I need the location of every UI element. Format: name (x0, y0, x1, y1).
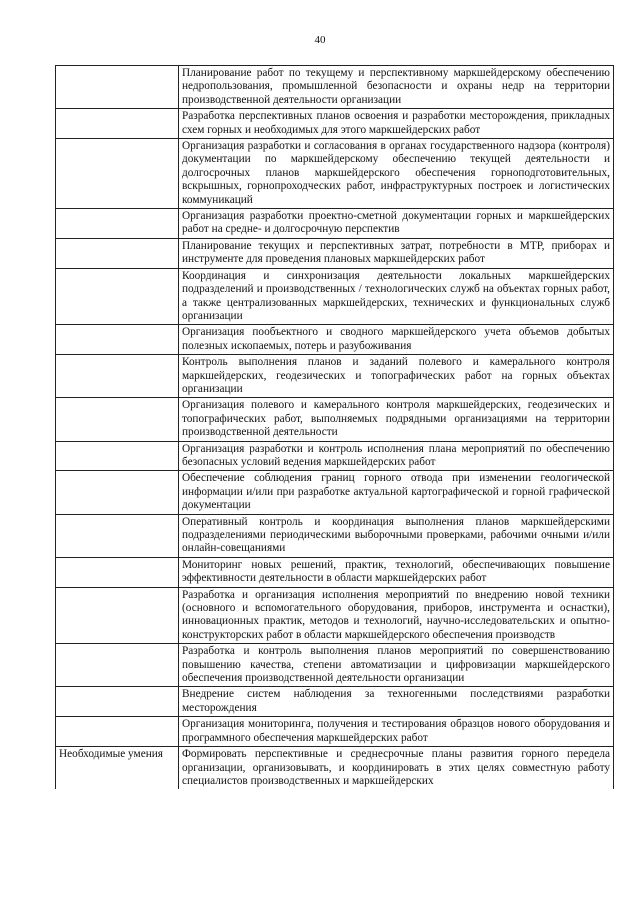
labor-action-cell: Координация и синхронизация деятельности локальных маркшейдерских подразделений и производственных / технологических служб на объектах горных работ, а также централизованных маркшейдерских, технических и функциональных служб организации (179, 268, 614, 325)
table-row-skills (56, 747, 614, 790)
label-cell-empty (56, 325, 179, 355)
table-row (56, 109, 614, 139)
table-row (56, 325, 614, 355)
labor-action-cell: Планирование работ по текущему и перспективному маркшейдерскому обеспечению недропользования, промышленной безопасности и охраны недр на территории производственной деятельности организации (179, 66, 614, 109)
labor-action-cell: Организация разработки и контроль исполнения плана мероприятий по обеспечению безопасных условий ведения маркшейдерских работ (179, 441, 614, 471)
labor-action-cell: Организация разработки проектно-сметной документации горных и маркшейдерских работ на средне- и долгосрочную перспектив (179, 209, 614, 239)
table-row (56, 441, 614, 471)
label-cell-empty (56, 717, 179, 747)
labor-action-cell: Внедрение систем наблюдения за техногенными последствиями разработки месторождения (179, 687, 614, 717)
label-cell-empty (56, 471, 179, 514)
labor-action-cell: Разработка и контроль выполнения планов мероприятий по совершенствованию повышению качества, степени автоматизации и цифровизации маркшейдерского обеспечения производственной деятельности организации (179, 644, 614, 687)
label-cell-empty (56, 557, 179, 587)
skills-label: Необходимые умения (56, 747, 179, 790)
table-row (56, 717, 614, 747)
table-row (56, 687, 614, 717)
page-number: 40 (314, 34, 326, 46)
labor-action-cell: Контроль выполнения планов и заданий полевого и камерального контроля маркшейдерских, геодезических и топографических работ на горных объектах организации (179, 355, 614, 398)
labor-action-cell: Планирование текущих и перспективных затрат, потребности в МТР, приборах и инструменте для проведения плановых маркшейдерских работ (179, 238, 614, 268)
label-cell-empty (56, 644, 179, 687)
labor-action-cell: Оперативный контроль и координация выполнения планов маркшейдерскими подразделениями периодическими выборочными проверками, рабочими очными и/или онлайн-совещаниями (179, 514, 614, 557)
labor-action-cell: Организация разработки и согласования в органах государственного надзора (контроля) документации по маркшейдерскому обеспечению текущей деятельности и долгосрочных планов маркшейдерского обеспечения горноподготовительных, вскрышных, горнопроходческих работ, инфраструктурных построек и логистических коммуникаций (179, 139, 614, 209)
table-row (56, 557, 614, 587)
table-row (56, 355, 614, 398)
table-row (56, 268, 614, 325)
label-cell-empty (56, 398, 179, 441)
skills-text: Формировать перспективные и среднесрочные планы развития горного передела организации, организовывать, и координировать в этих целях совместную работу специалистов производственных и маркшейдерских (179, 747, 614, 790)
label-cell-empty (56, 687, 179, 717)
table-row (56, 587, 614, 644)
table-row (56, 66, 614, 109)
labor-action-cell: Организация мониторинга, получения и тестирования образцов нового оборудования и программного обеспечения маркшейдерских работ (179, 717, 614, 747)
labor-action-cell: Организация полевого и камерального контроля маркшейдерских, геодезических и топографических работ, выполняемых подрядными организациями на территории производственной деятельности (179, 398, 614, 441)
labor-action-cell: Разработка перспективных планов освоения и разработки месторождения, прикладных схем горных и необходимых для этого маркшейдерских работ (179, 109, 614, 139)
labor-action-cell: Организация пообъектного и сводного маркшейдерского учета объемов добытых полезных ископаемых, потерь и разубоживания (179, 325, 614, 355)
label-cell-empty (56, 587, 179, 644)
table-row (56, 238, 614, 268)
label-cell-empty (56, 139, 179, 209)
label-cell-empty (56, 66, 179, 109)
competency-table (55, 65, 614, 789)
label-cell-empty (56, 209, 179, 239)
label-cell-empty (56, 441, 179, 471)
table-row (56, 209, 614, 239)
table-row (56, 471, 614, 514)
labor-action-cell: Мониторинг новых решений, практик, технологий, обеспечивающих повышение эффективности деятельности в области маркшейдерских работ (179, 557, 614, 587)
label-cell-empty (56, 109, 179, 139)
label-cell-empty (56, 268, 179, 325)
table-row (56, 139, 614, 209)
label-cell-empty (56, 238, 179, 268)
labor-action-cell: Обеспечение соблюдения границ горного отвода при изменении геологической информации и/или при разработке актуальной картографической и горной графической документации (179, 471, 614, 514)
table-body (56, 66, 614, 790)
label-cell-empty (56, 514, 179, 557)
labor-action-cell: Разработка и организация исполнения мероприятий по внедрению новой техники (основного и вспомогательного оборудования, приборов, инструмента и оснастки), инновационных практик, методов и технологий, научно-исследовательских и опытно-конструкторских работ в области маркшейдерского обеспечения производств (179, 587, 614, 644)
table-row (56, 398, 614, 441)
table-row (56, 644, 614, 687)
table-row (56, 514, 614, 557)
label-cell-empty (56, 355, 179, 398)
